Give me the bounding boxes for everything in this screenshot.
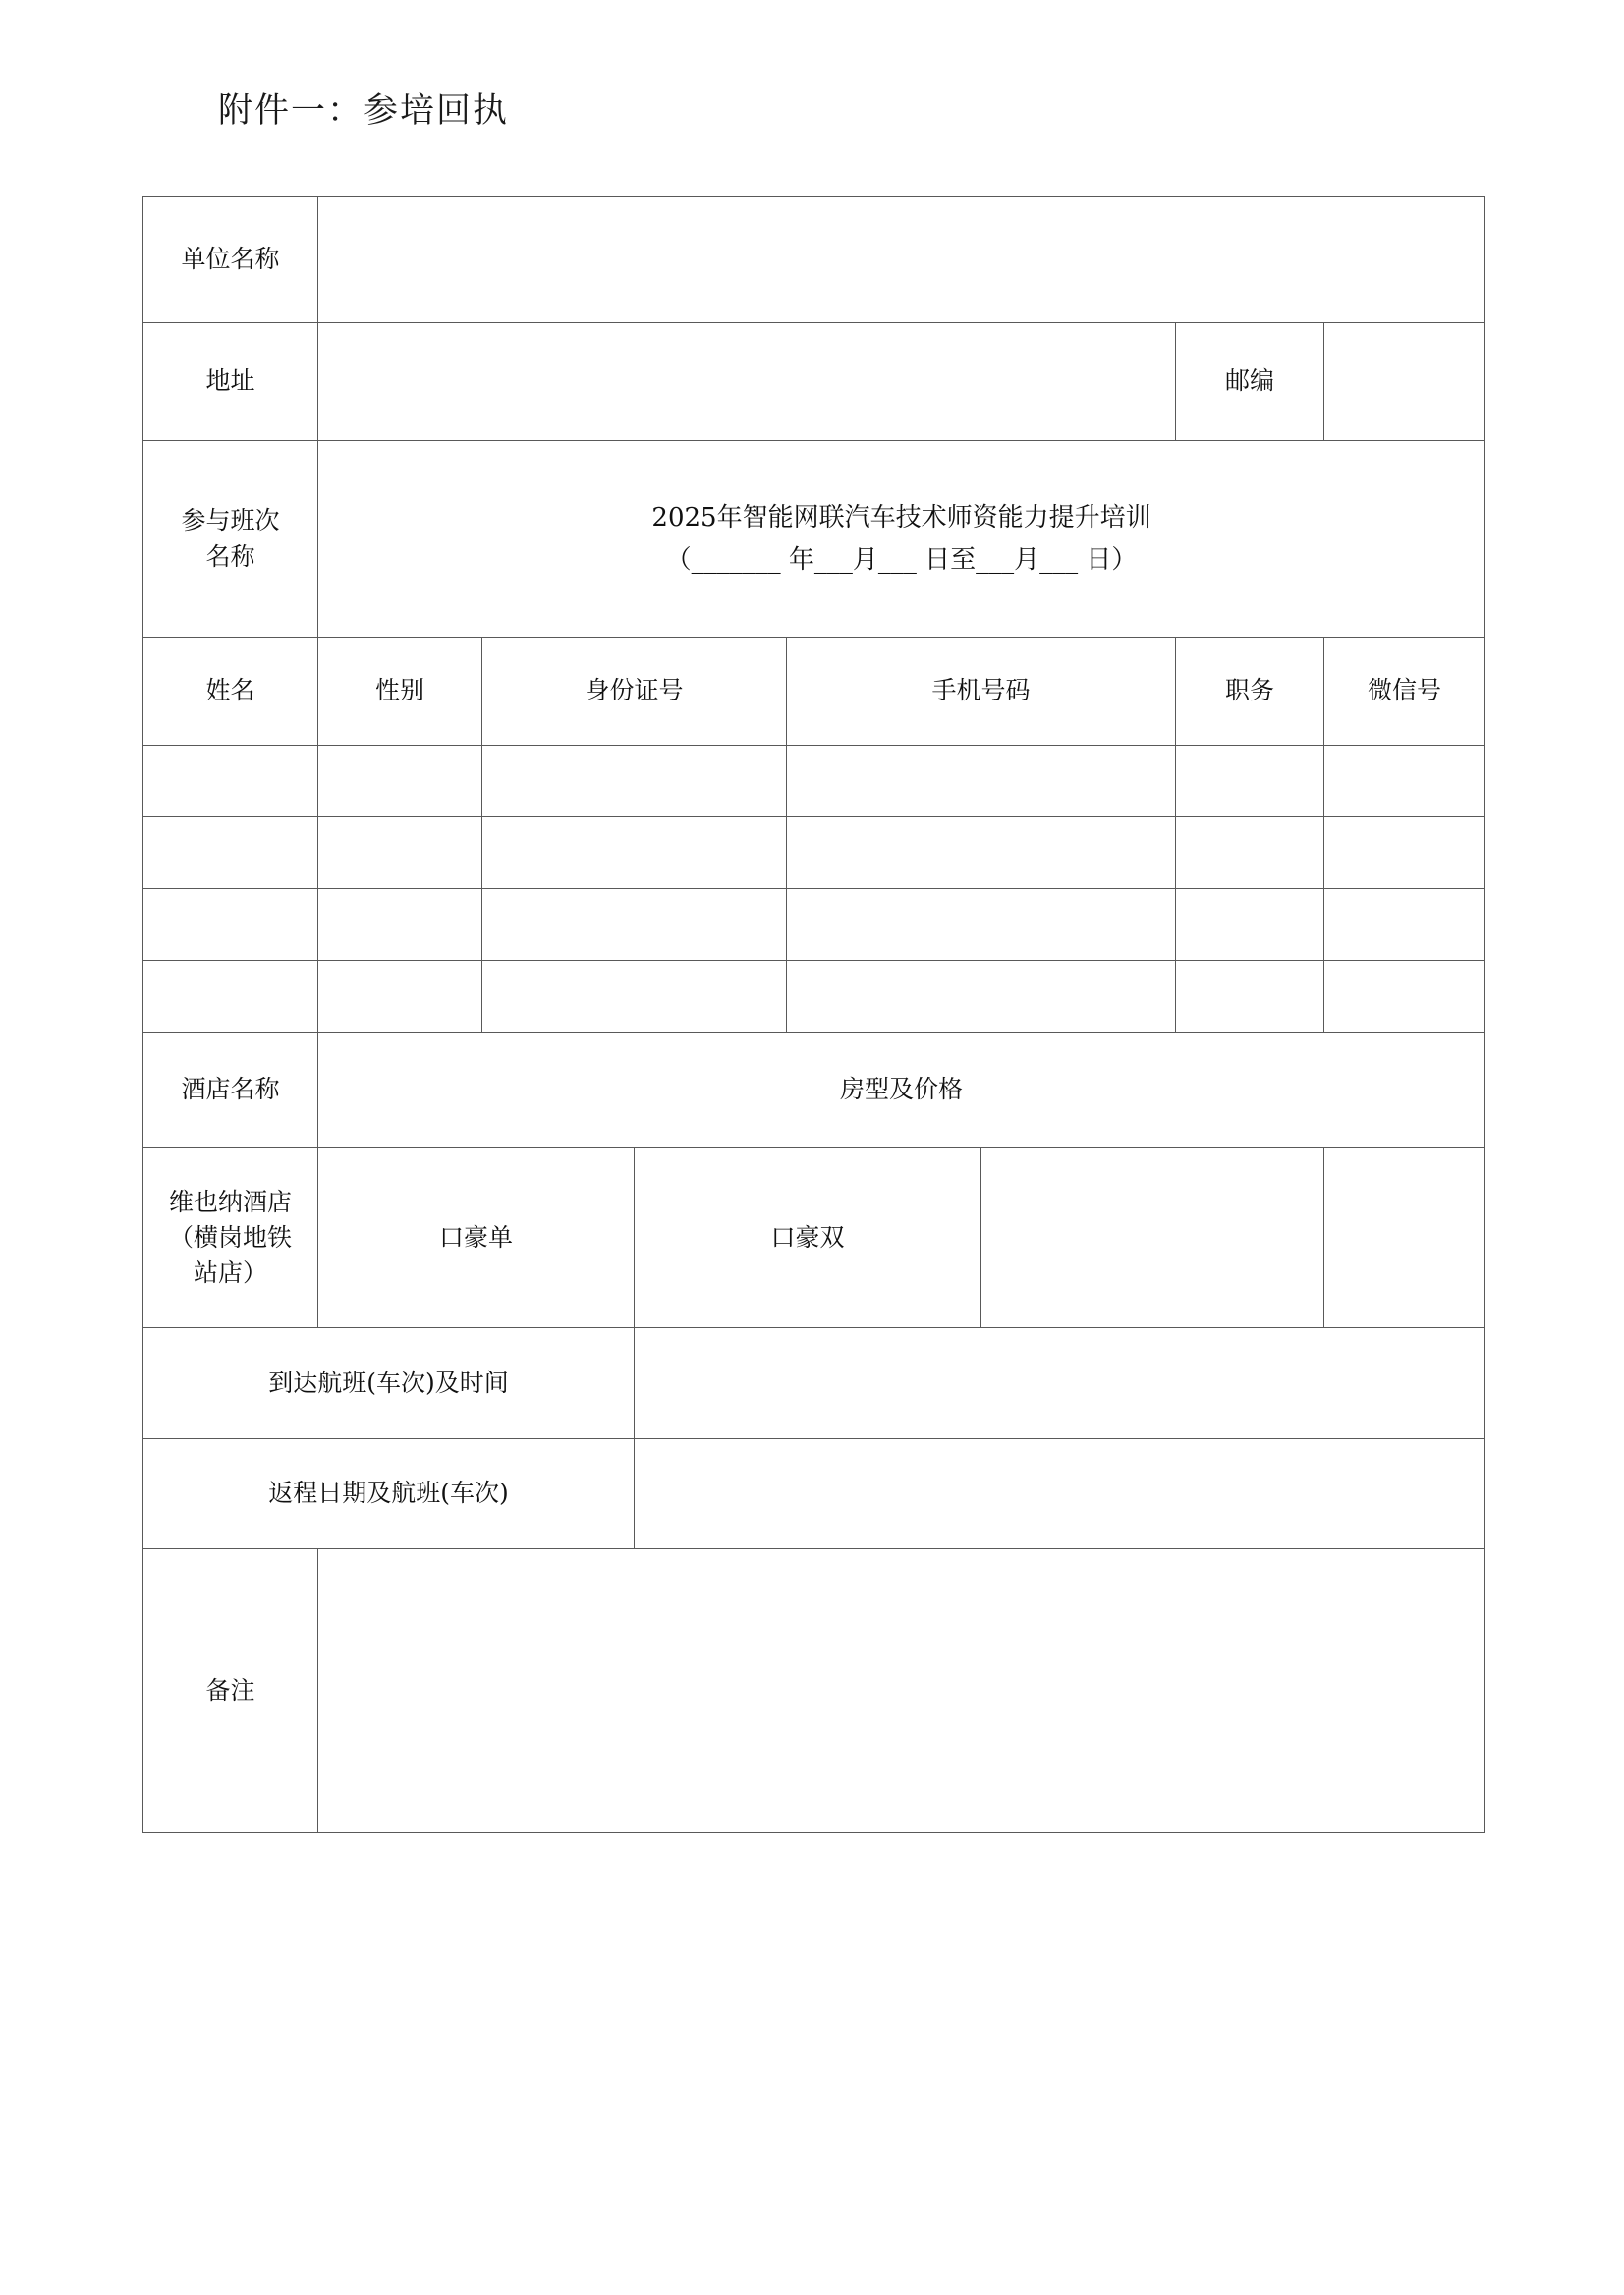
- cell-phone[interactable]: [787, 961, 1176, 1033]
- cell-id-number[interactable]: [482, 746, 787, 817]
- postcode-value[interactable]: [1324, 323, 1485, 441]
- table-row-hotel-header: [143, 1033, 1485, 1148]
- header-id-number: 身份证号: [482, 638, 787, 746]
- header-gender: 性别: [318, 638, 482, 746]
- cell-wechat[interactable]: [1324, 817, 1485, 889]
- table-row: [143, 889, 1485, 961]
- cell-position[interactable]: [1176, 746, 1324, 817]
- table-row-return: [143, 1439, 1485, 1549]
- table-row-hotel-options: [143, 1148, 1485, 1328]
- table-row-participant-headers: [143, 638, 1485, 746]
- cell-name[interactable]: [143, 817, 318, 889]
- cell-phone[interactable]: [787, 817, 1176, 889]
- return-label: 返程日期及航班(车次): [143, 1439, 635, 1549]
- cell-position[interactable]: [1176, 817, 1324, 889]
- cell-name[interactable]: [143, 961, 318, 1033]
- hotel-name-line3: 站店）: [193, 1259, 267, 1288]
- cell-name[interactable]: [143, 889, 318, 961]
- hotel-name-line2: （横岗地铁: [168, 1222, 292, 1252]
- hotel-name-line1: 维也纳酒店: [168, 1187, 292, 1216]
- arrival-value[interactable]: [635, 1328, 1485, 1439]
- cell-wechat[interactable]: [1324, 889, 1485, 961]
- room-option-extra-2[interactable]: [1324, 1148, 1485, 1328]
- header-name: 姓名: [143, 638, 318, 746]
- header-phone: 手机号码: [787, 638, 1176, 746]
- cell-wechat[interactable]: [1324, 961, 1485, 1033]
- table-row-unit-name: [143, 197, 1485, 323]
- cell-gender[interactable]: [318, 746, 482, 817]
- class-name-label-line1: 参与班次: [181, 506, 280, 535]
- class-dates-text[interactable]: （_______ 年___月___ 日至___月___ 日）: [665, 544, 1138, 575]
- class-name-value: [318, 441, 1485, 638]
- cell-gender[interactable]: [318, 961, 482, 1033]
- page-title: 附件一：参培回执: [218, 91, 510, 131]
- cell-id-number[interactable]: [482, 961, 787, 1033]
- cell-wechat[interactable]: [1324, 746, 1485, 817]
- header-wechat: 微信号: [1324, 638, 1485, 746]
- registration-receipt-table: [142, 196, 1485, 1833]
- hotel-name-label: 酒店名称: [143, 1033, 318, 1148]
- room-option-single-checkbox[interactable]: 口豪单: [318, 1148, 635, 1328]
- table-row-class-name: [143, 441, 1485, 638]
- table-row-remarks: [143, 1549, 1485, 1833]
- address-value[interactable]: [318, 323, 1176, 441]
- cell-id-number[interactable]: [482, 817, 787, 889]
- return-value[interactable]: [635, 1439, 1485, 1549]
- unit-name-value[interactable]: [318, 197, 1485, 323]
- class-name-label-line2: 名称: [205, 541, 255, 571]
- cell-id-number[interactable]: [482, 889, 787, 961]
- remarks-label: 备注: [143, 1549, 318, 1833]
- cell-phone[interactable]: [787, 746, 1176, 817]
- address-label: 地址: [143, 323, 318, 441]
- roomtype-price-label: 房型及价格: [318, 1033, 1485, 1148]
- table-row: [143, 961, 1485, 1033]
- table-row-arrival: [143, 1328, 1485, 1439]
- cell-name[interactable]: [143, 746, 318, 817]
- cell-phone[interactable]: [787, 889, 1176, 961]
- cell-gender[interactable]: [318, 817, 482, 889]
- table-row: [143, 817, 1485, 889]
- arrival-label: 到达航班(车次)及时间: [143, 1328, 635, 1439]
- cell-gender[interactable]: [318, 889, 482, 961]
- cell-position[interactable]: [1176, 961, 1324, 1033]
- class-title-text: 2025年智能网联汽车技术师资能力提升培训: [651, 502, 1151, 532]
- table-row-address: [143, 323, 1485, 441]
- hotel-name-value: [143, 1148, 318, 1328]
- header-position: 职务: [1176, 638, 1324, 746]
- unit-name-label: 单位名称: [143, 197, 318, 323]
- cell-position[interactable]: [1176, 889, 1324, 961]
- table-row: [143, 746, 1485, 817]
- postcode-label: 邮编: [1176, 323, 1324, 441]
- class-name-label: [143, 441, 318, 638]
- room-option-double-checkbox[interactable]: 口豪双: [635, 1148, 981, 1328]
- remarks-value[interactable]: [318, 1549, 1485, 1833]
- room-option-extra-1[interactable]: [981, 1148, 1324, 1328]
